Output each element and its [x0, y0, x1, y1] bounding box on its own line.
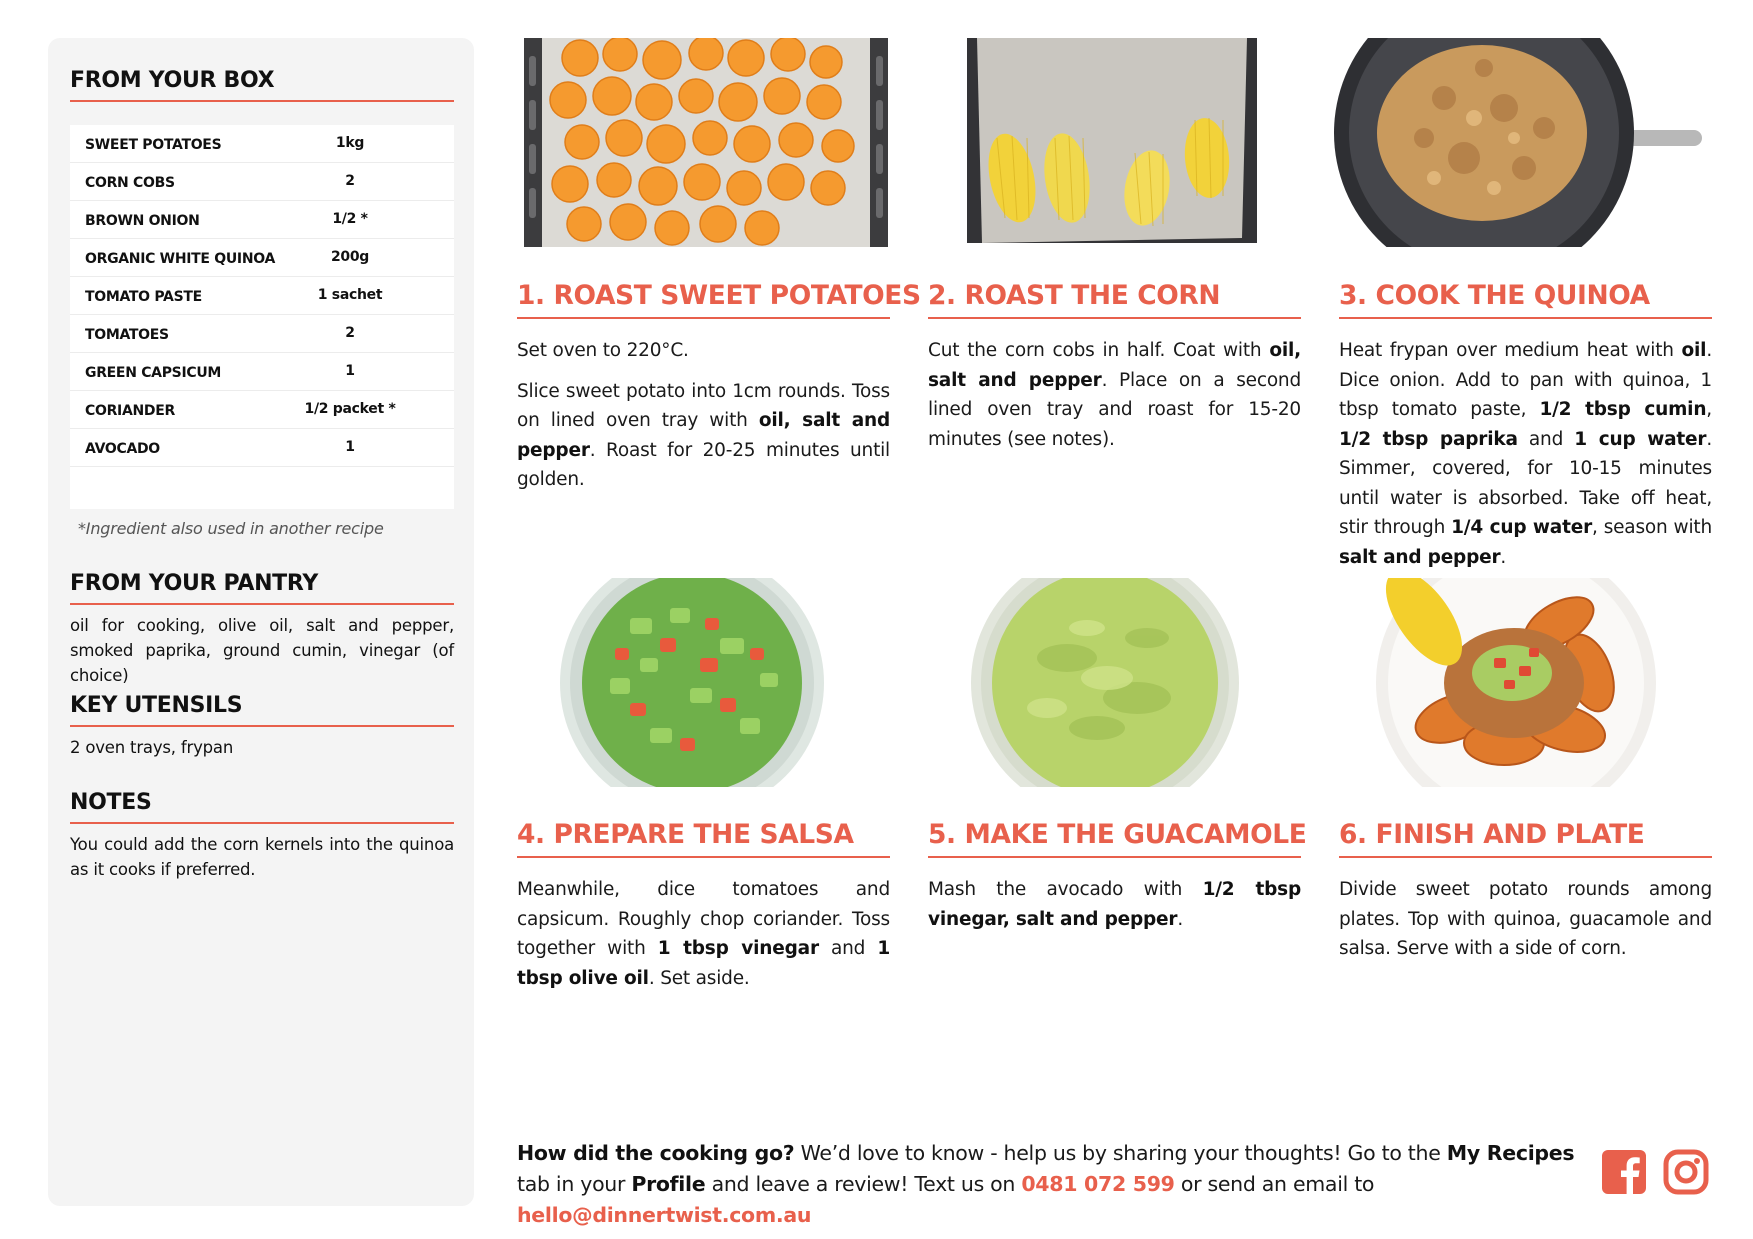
step-4-bold-part: 1 tbsp vinegar: [657, 938, 819, 959]
step-5-title: 5. MAKE THE GUACAMOLE: [928, 819, 1301, 858]
sidebar: [48, 38, 474, 1206]
step-2-text: [928, 336, 1301, 465]
ingredient-row: [70, 239, 454, 277]
ingredients-table: [70, 125, 454, 509]
step-3-text-part: and: [1517, 428, 1575, 450]
step-3-text-part: ,: [1706, 399, 1712, 420]
ingredient-footnote: *Ingredient also used in another recipe: [78, 519, 384, 538]
ingredient-name: ORGANIC WHITE QUINOA: [85, 251, 275, 267]
finished-plate-photo: [1334, 578, 1706, 787]
step-2-paragraph: [928, 336, 1301, 454]
from-your-box-heading: FROM YOUR BOX: [70, 68, 454, 102]
step-5-text-part: Mash the avocado with: [928, 879, 1203, 900]
sweet-potato-tray-photo: [520, 38, 892, 247]
step-2-title: 2. ROAST THE CORN: [928, 280, 1301, 319]
profile-label: Profile: [631, 1172, 706, 1196]
guacamole-bowl-photo: [927, 578, 1299, 787]
instagram-icon[interactable]: [1662, 1148, 1710, 1196]
step-3-bold-part: 1/4 cup water: [1451, 517, 1593, 538]
step-5-paragraph: [928, 875, 1301, 934]
ingredient-name: CORIANDER: [85, 403, 175, 419]
ingredient-name: CORN COBS: [85, 175, 175, 191]
step-3-bold-part: 1/2 tbsp paprika: [1339, 428, 1518, 450]
step-4-text-part: Meanwhile, dice tomatoes and capsicum. Roughly chop coriander. Toss together with: [517, 879, 890, 959]
ingredient-qty: 1/2 *: [332, 211, 368, 227]
ingredient-qty: 1 sachet: [317, 287, 383, 303]
email-link[interactable]: hello@dinnertwist.com.au: [517, 1203, 812, 1227]
ingredient-name: BROWN ONION: [85, 213, 200, 229]
step-3-text-part: .: [1500, 546, 1507, 568]
step-5-bold-part: 1/2 tbsp vinegar, salt and pepper: [928, 879, 1301, 930]
salsa-bowl-photo: [520, 578, 892, 787]
step-1-text: [517, 336, 890, 506]
step-1-paragraph: [517, 377, 890, 495]
footer-question: How did the cooking go?: [517, 1141, 795, 1165]
step-3-text-part: . Dice onion. Add to pan with quinoa, 1 tbsp tomato paste,: [1339, 340, 1712, 420]
step-1-bold-part: oil, salt and pepper: [517, 410, 890, 461]
step-1-title: 1. ROAST SWEET POTATOES: [517, 280, 890, 319]
step-1-paragraph: [517, 336, 890, 366]
step-3-paragraph: [1339, 336, 1712, 572]
ingredient-qty: 2: [345, 173, 355, 189]
step-3-bold-part: 1/2 tbsp cumin: [1539, 399, 1707, 420]
step-3-bold-part: oil: [1681, 340, 1707, 361]
notes-text: You could add the corn kernels into the quinoa as it cooks if preferred.: [70, 835, 454, 879]
ingredient-qty: 200g: [330, 249, 370, 265]
feedback-footer: [517, 1138, 1587, 1231]
step-3-title: 3. COOK THE QUINOA: [1339, 280, 1712, 319]
pantry-text: oil for cooking, olive oil, salt and pepper, smoked paprika, ground cumin, vinegar (of choice): [70, 616, 454, 685]
ingredient-name: AVOCADO: [85, 441, 160, 457]
footer-text: We’d love to know - help us by sharing your thoughts! Go to the: [794, 1141, 1447, 1165]
utensils-text: 2 oven trays, frypan: [70, 738, 234, 757]
facebook-icon[interactable]: [1600, 1148, 1648, 1196]
ingredient-row: [70, 429, 454, 467]
step-4-paragraph: [517, 875, 890, 993]
step-1-text-part: . Roast for 20-25 minutes until golden.: [517, 439, 890, 490]
ingredient-name: TOMATOES: [85, 327, 169, 343]
step-3-text-part: , season with: [1592, 517, 1712, 538]
step-6-text: [1339, 875, 1712, 975]
step-4-text-part: . Set aside.: [648, 967, 750, 989]
roast-corn-photo: [927, 38, 1299, 247]
step-3-bold-part: 1 cup water: [1574, 428, 1707, 450]
from-your-pantry-heading: FROM YOUR PANTRY: [70, 571, 454, 605]
step-4-title: 4. PREPARE THE SALSA: [517, 819, 890, 858]
ingredient-qty: 1: [345, 439, 355, 455]
step-2-text-part: . Place on a second lined oven tray and roast for 15-20 minutes (see notes).: [928, 369, 1302, 450]
step-5-text-part: .: [1177, 908, 1184, 930]
footer-text: or send an email to: [1174, 1172, 1375, 1196]
ingredient-qty: 1/2 packet *: [304, 401, 396, 417]
step-4-bold-part: 1 tbsp olive oil: [517, 938, 891, 989]
step-3-text: [1339, 336, 1712, 583]
ingredient-qty: 1: [345, 363, 355, 379]
step-6-title: 6. FINISH AND PLATE: [1339, 819, 1712, 858]
ingredient-row: [70, 201, 454, 239]
ingredient-row: [70, 353, 454, 391]
step-6-paragraph: [1339, 875, 1712, 964]
ingredient-qty: 1kg: [335, 135, 365, 151]
my-recipes-label: My Recipes: [1446, 1141, 1575, 1165]
ingredient-name: GREEN CAPSICUM: [85, 365, 222, 381]
step-1-text-part: Slice sweet potato into 1cm rounds. Toss on lined oven tray with: [517, 380, 890, 431]
ingredient-row: [70, 315, 454, 353]
footer-text: and leave a review! Text us on: [705, 1172, 1022, 1196]
step-4-text-part: and: [818, 938, 878, 959]
ingredient-qty: 2: [345, 325, 355, 341]
step-2-bold-part: oil, salt and pepper: [928, 340, 1301, 391]
step-6-text-part: Divide sweet potato rounds among plates. Top with quinoa, guacamole and salsa. Serve with a side of corn.: [1339, 879, 1712, 959]
footer-text: tab in your: [517, 1172, 632, 1196]
ingredient-row: [70, 163, 454, 201]
key-utensils-heading: KEY UTENSILS: [70, 693, 454, 727]
step-3-text-part: . Simmer, covered, for 10-15 minutes until water is absorbed. Take off heat, stir through: [1339, 428, 1712, 538]
ingredient-row: [70, 277, 454, 315]
notes-heading: NOTES: [70, 790, 454, 824]
ingredient-name: SWEET POTATOES: [85, 137, 222, 153]
step-3-text-part: Heat frypan over medium heat with: [1339, 340, 1682, 361]
quinoa-frypan-photo: [1334, 38, 1706, 247]
ingredient-row: [70, 125, 454, 163]
step-1-text-part: Set oven to 220°C.: [517, 340, 689, 361]
ingredient-name: TOMATO PASTE: [85, 289, 202, 305]
step-2-text-part: Cut the corn cobs in half. Coat with: [928, 340, 1270, 361]
phone-link[interactable]: 0481 072 599: [1021, 1172, 1175, 1196]
step-5-text: [928, 875, 1301, 945]
ingredient-row: [70, 391, 454, 429]
step-3-bold-part: salt and pepper: [1339, 546, 1501, 568]
step-4-text: [517, 875, 890, 1004]
